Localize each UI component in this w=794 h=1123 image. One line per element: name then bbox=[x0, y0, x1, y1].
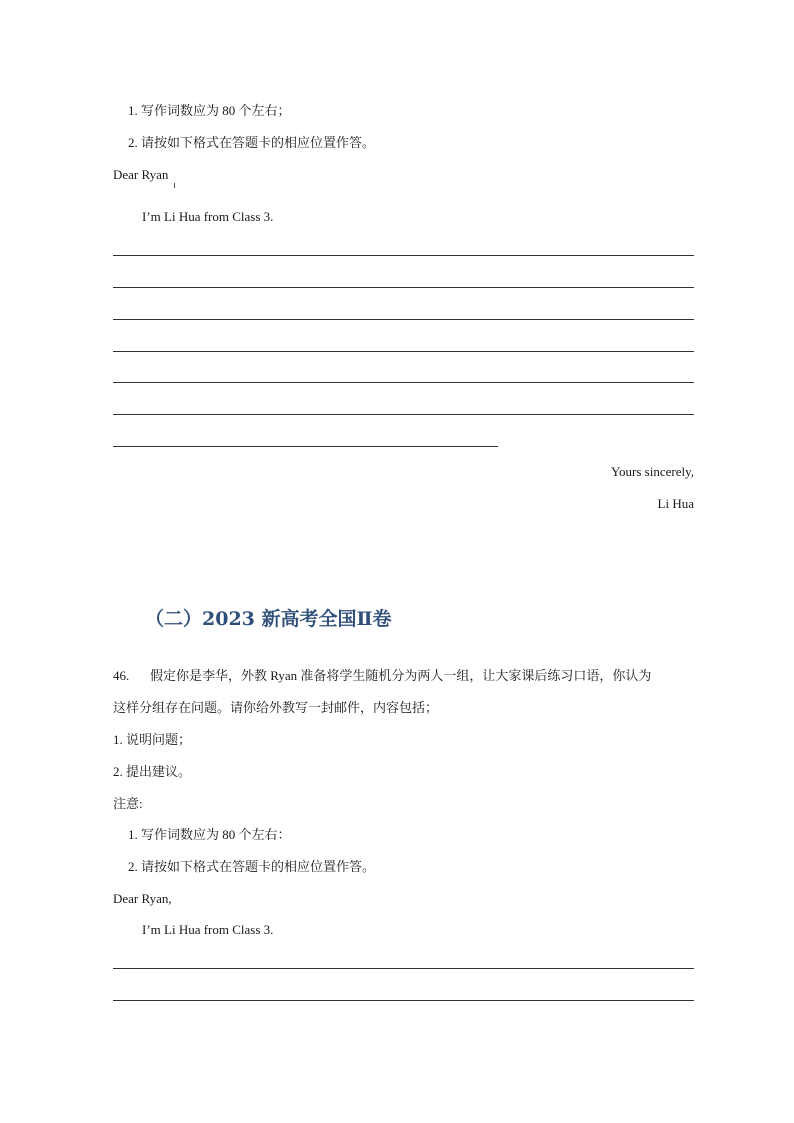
stray-mark bbox=[174, 183, 175, 188]
answer-line bbox=[113, 968, 694, 969]
note-2: 2. 请按如下格式在答题卡的相应位置作答。 bbox=[128, 859, 376, 874]
opening-line: I’m Li Hua from Class 3. bbox=[142, 922, 274, 937]
note-2: 2. 请按如下格式在答题卡的相应位置作答。 bbox=[128, 135, 376, 150]
answer-line bbox=[113, 1000, 694, 1001]
note-1: 1. 写作词数应为 80 个左右： bbox=[128, 827, 291, 842]
answer-line bbox=[113, 287, 694, 288]
point-1: 1. 说明问题； bbox=[113, 732, 192, 747]
answer-line bbox=[113, 382, 694, 383]
opening-line: I’m Li Hua from Class 3. bbox=[142, 209, 274, 224]
answer-line bbox=[113, 351, 694, 352]
salutation: Dear Ryan bbox=[113, 167, 169, 182]
note-1: 1. 写作词数应为 80 个左右； bbox=[128, 103, 291, 118]
closing: Yours sincerely, bbox=[610, 464, 694, 479]
signature: Li Hua bbox=[657, 496, 694, 511]
prompt-line-1: 假定你是李华，外教 Ryan 准备将学生随机分为两人一组，让大家课后练习口语，你认为 bbox=[150, 668, 652, 683]
point-2: 2. 提出建议。 bbox=[113, 764, 192, 779]
answer-line bbox=[113, 255, 694, 256]
answer-line bbox=[113, 319, 694, 320]
section-heading: （二）2023 新高考全国Ⅱ卷 bbox=[145, 608, 392, 630]
prompt-line-2: 这样分组存在问题。请你给外教写一封邮件，内容包括； bbox=[113, 700, 439, 715]
note-label: 注意: bbox=[113, 796, 143, 811]
answer-line bbox=[113, 414, 694, 415]
salutation: Dear Ryan, bbox=[113, 891, 172, 906]
question-number: 46. bbox=[113, 668, 130, 683]
answer-line-short bbox=[113, 446, 498, 447]
